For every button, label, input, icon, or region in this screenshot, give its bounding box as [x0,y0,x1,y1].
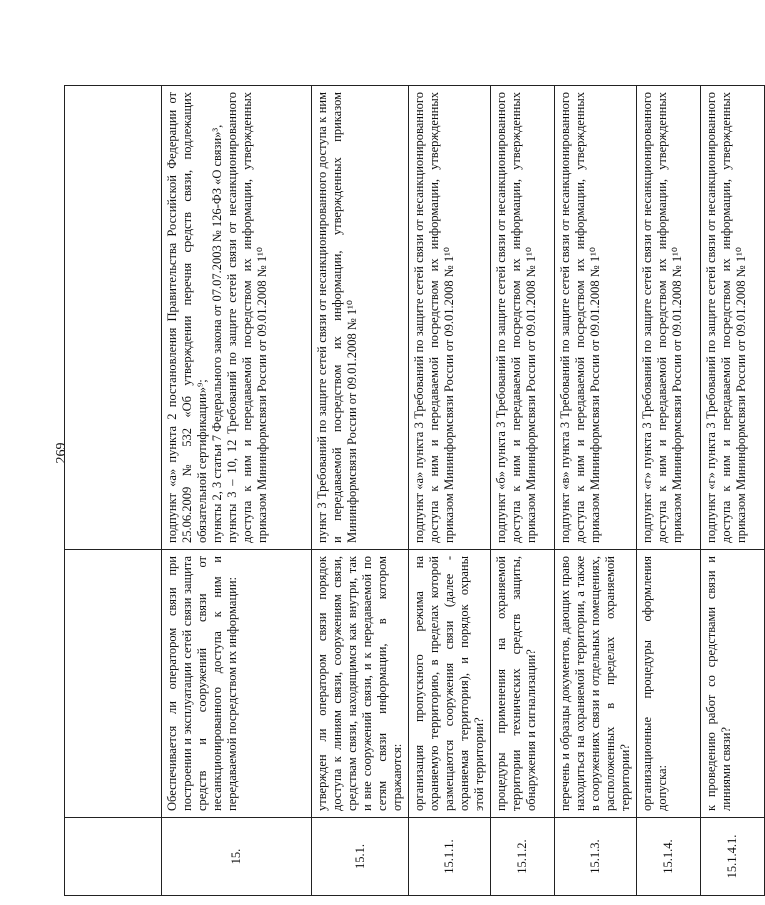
page-number: 269 [54,442,69,464]
row-number: 15.1.4. [637,818,701,896]
legal-basis-cell: подпункт «в» пункта 3 Требований по защите сетей связи от несанкционированного доступа к ним и передаваемой посредством их информации, утвержденных приказом Мининформсвязи России от 09.01.2008 № 1¹⁰ [555,86,637,550]
table-row [409,86,491,896]
question-cell: организационные процедуры оформления допуска: [637,550,701,818]
row-number [65,818,162,896]
legal-basis-cell: подпункт «г» пункта 3 Требований по защите сетей связи от несанкционированного доступа к ним и передаваемой посредством их информации, утвержденных приказом Мининформсвязи России от 09.01.2008 № 1¹⁰ [701,86,765,550]
question-cell: к проведению работ со средствами связи и линиями связи? [701,550,765,818]
table-row [701,86,765,896]
row-number: 15.1.2. [491,818,555,896]
legal-basis-cell: подпункт «г» пункта 3 Требований по защите сетей связи от несанкционированного доступа к ним и передаваемой посредством их информации, утвержденных приказом Мининформсвязи России от 09.01.2008 № 1¹⁰ [637,86,701,550]
question-cell: перечень и образцы документов, дающих право находиться на охраняемой территории, а также в сооружениях связи и отдельных помещениях, расположенных в пределах охраняемой территории? [555,550,637,818]
table-row [555,86,637,896]
table-row [162,86,312,896]
question-cell: Обеспечивается ли оператором связи при построении и эксплуатации сетей связи защита средств и сооружений связи от несанкционированного доступа к ним и передаваемой посредством их информации: [162,550,312,818]
legal-basis-cell: подпункт «а» пункта 2 постановления Правительства Российской Федерации от 25.06.2009 № 532 «Об утверждении перечня средств связи, подлежащих обязательной сертификации»⁹; пункты 2, 3 статьи 7 Федерального закона от 07.07.2003 № 126-ФЗ «О связи»³, пункты 3 – 10, 12 Требований по защите сетей связи от несанкционированного доступа к ним и передаваемой посредством их информации, утвержденных приказом Мининформсвязи России от 09.01.2008 № 1¹⁰ [162,86,312,550]
question-cell: процедуры применения на охраняемой территории технических средств защиты, обнаружения и сигнализации? [491,550,555,818]
legal-basis-cell: подпункт «б» пункта 3 Требований по защите сетей связи от несанкционированного доступа к ним и передаваемой посредством их информации, утвержденных приказом Мининформсвязи России от 09.01.2008 № 1¹⁰ [491,86,555,550]
table-row [637,86,701,896]
row-number: 15.1. [312,818,409,896]
row-number: 15.1.1. [409,818,491,896]
question-cell: организация пропускного режима на охраняемую территорию, в пределах которой размещаются сооружения связи (далее - охраняемая территория), и порядок охраны этой территории? [409,550,491,818]
row-number: 15.1.3. [555,818,637,896]
question-cell [65,550,162,818]
requirements-table [64,85,765,896]
rotated-table-container [64,86,748,896]
row-number: 15. [162,818,312,896]
table-row [65,86,162,896]
row-number: 15.1.4.1. [701,818,765,896]
question-cell: утвержден ли оператором связи порядок доступа к линиям связи, сооружениям связи, средствам связи, находящимся как внутри, так и вне сооружений связи, и к передаваемой по сетям связи информации, в котором отражаются: [312,550,409,818]
legal-basis-cell [65,86,162,550]
legal-basis-cell: пункт 3 Требований по защите сетей связи от несанкционированного доступа к ним и передаваемой посредством их информации, утвержденных приказом Мининформсвязи России от 09.01.2008 № 1¹⁰ [312,86,409,550]
legal-basis-cell: подпункт «а» пункта 3 Требований по защите сетей связи от несанкционированного доступа к ним и передаваемой посредством их информации, утвержденных приказом Мининформсвязи России от 09.01.2008 № 1¹⁰ [409,86,491,550]
table-row [312,86,409,896]
table-row [491,86,555,896]
